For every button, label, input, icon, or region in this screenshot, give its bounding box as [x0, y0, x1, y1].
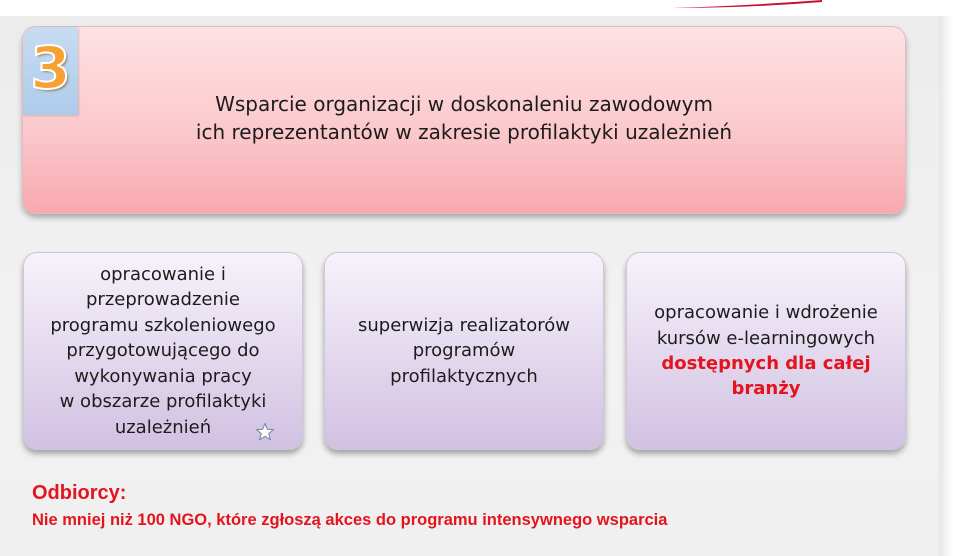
card-line: programu szkoleniowego: [50, 314, 276, 336]
number-badge: 3: [30, 34, 71, 102]
card-line: profilaktycznych: [390, 365, 538, 387]
card-line: uzależnień: [114, 416, 212, 438]
activity-card-e-learning: [626, 252, 906, 450]
activity-card-text: [38, 262, 287, 440]
card-line: programów: [412, 340, 516, 362]
activity-card-text: [642, 300, 890, 402]
slide-right-edge: [939, 16, 953, 556]
card-line: przygotowującego do: [66, 340, 260, 362]
card-line: superwizja realizatorów: [357, 314, 570, 336]
main-topic-title: [22, 90, 906, 146]
card-line: opracowanie i: [100, 264, 226, 286]
card-line: opracowanie i wdrożenie: [654, 302, 878, 324]
activity-card-text: [346, 313, 582, 389]
card-line: kursów e-learningowych: [656, 327, 876, 349]
activity-card-training-program: [23, 252, 303, 450]
card-line: przeprowadzenie: [86, 289, 240, 311]
decorative-swoosh: [672, 0, 822, 8]
card-highlight-line: branży: [731, 378, 801, 400]
recipients-description: Nie mniej niż 100 NGO, które zgłoszą akces do programu intensywnego wsparcia: [32, 511, 668, 529]
card-line: w obszarze profilaktyki: [59, 391, 267, 413]
card-line: wykonywania pracy: [74, 365, 252, 387]
main-topic-title-line-1: Wsparcie organizacji w doskonaleniu zawodowym: [215, 92, 713, 116]
main-topic-title-line-2: ich reprezentantów w zakresie profilaktyki uzależnień: [195, 120, 733, 144]
activity-card-supervision: [324, 252, 604, 450]
recipients-label: Odbiorcy:: [32, 482, 127, 504]
star-outline-icon: [255, 422, 275, 442]
card-highlight-line: dostępnych dla całej: [661, 353, 871, 374]
